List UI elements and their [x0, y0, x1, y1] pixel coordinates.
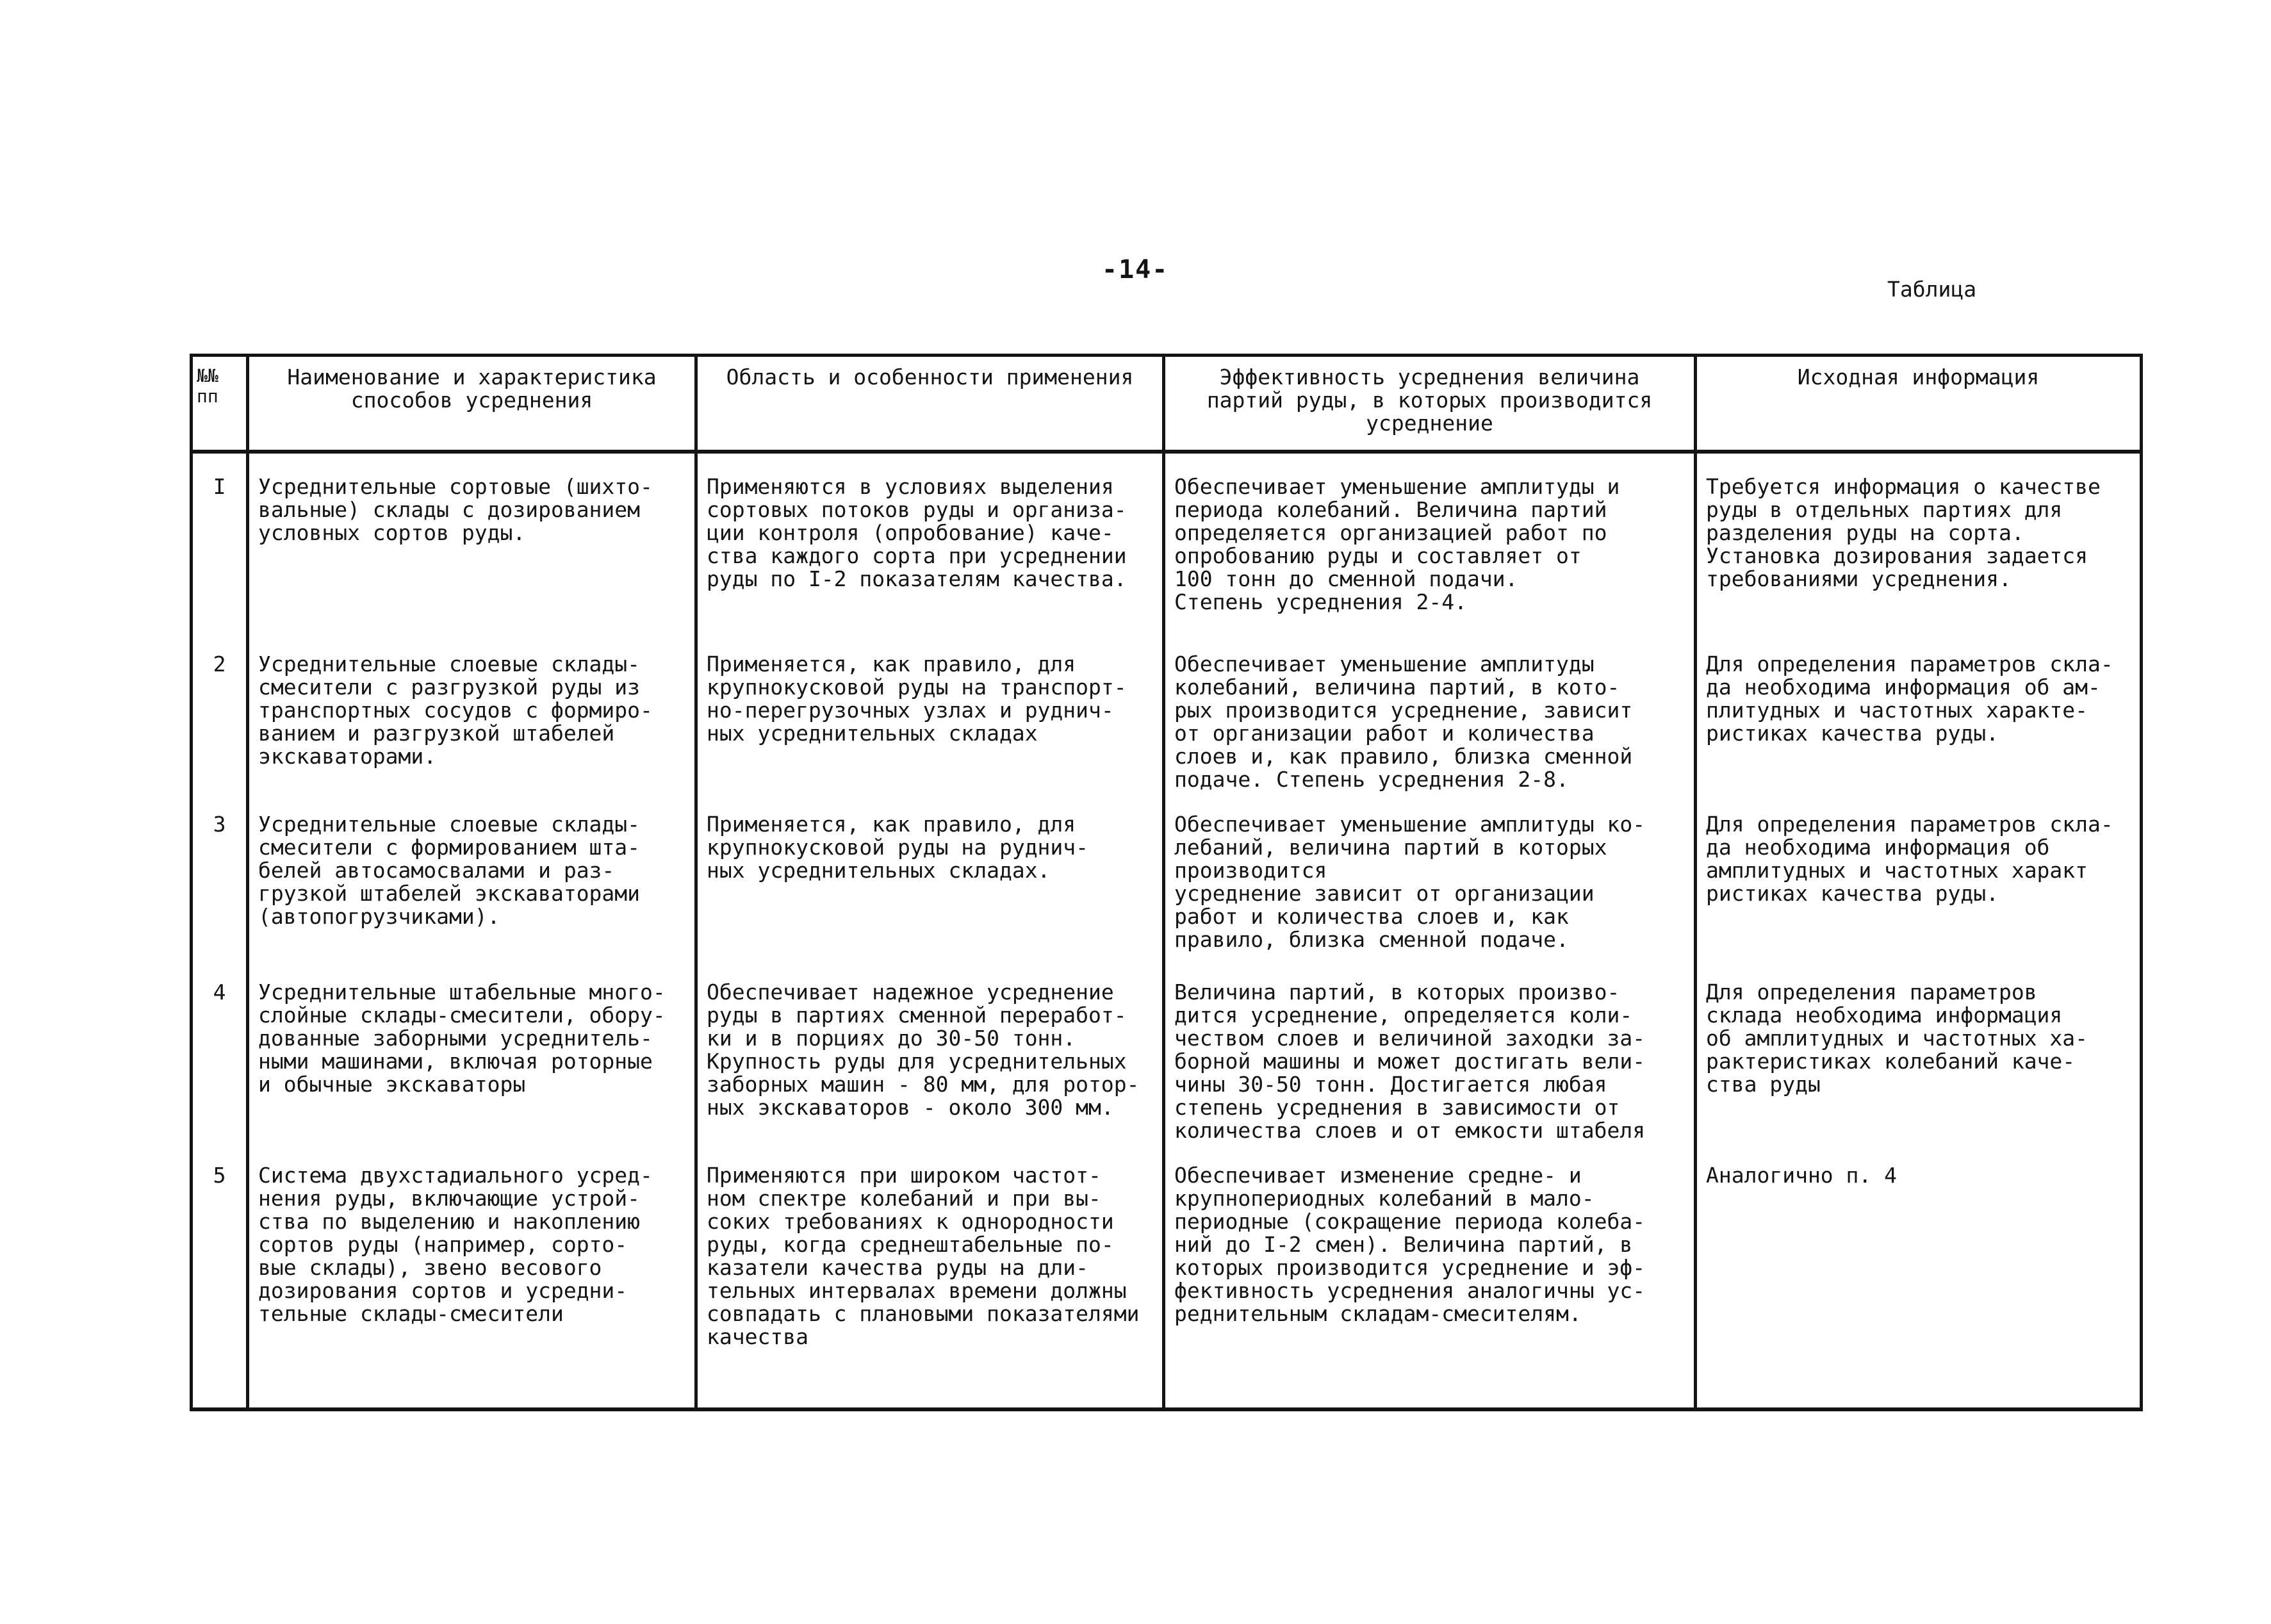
source-info-cell: Для определения параметров скла- да необходима информация об ам- плитудных и частотных характе- ристиках качества руды.	[1696, 631, 2142, 791]
header-efficiency: Эффективность усреднения величина партий руды, в которых производится усреднение	[1164, 356, 1696, 452]
header-application-area: Область и особенности применения	[696, 356, 1164, 452]
table-row	[192, 791, 2142, 959]
row-number: 4	[192, 959, 248, 1142]
source-info-cell: Для определения параметров скла- да необходима информация об амплитудных и частотных характ ристиках качества руды.	[1696, 791, 2142, 959]
source-info-cell: Требуется информация о качестве руды в отдельных партиях для разделения руды на сорта. Установка дозирования задается требованиями усреднения.	[1696, 452, 2142, 631]
method-cell: Система двухстадиального усред- нения руды, включающие устрой- ства по выделению и накоплению сортов руды (например, сорто- вые склады), звено весового дозирования сортов и усредни- тельные склады-смесители	[248, 1142, 696, 1409]
row-number: 2	[192, 631, 248, 791]
header-method-name: Наименование и характеристика способов усреднения	[248, 356, 696, 452]
efficiency-cell: Обеспечивает уменьшение амплитуды и периода колебаний. Величина партий определяется организацией работ по опробованию руды и составляет от 100 тонн до сменной подачи. Степень усреднения 2-4.	[1164, 452, 1696, 631]
row-number: 3	[192, 791, 248, 959]
application-cell: Применяются в условиях выделения сортовых потоков руды и организа- ции контроля (опробование) каче- ства каждого сорта при усреднении руды по I-2 показателям качества.	[696, 452, 1164, 631]
source-info-cell: Для определения параметров склада необходима информация об амплитудных и частотных ха- рактеристиках колебаний каче- ства руды	[1696, 959, 2142, 1142]
table-row	[192, 452, 2142, 631]
efficiency-cell: Величина партий, в которых произво- дится усреднение, определяется коли- чеством слоев и величиной заходки за- борной машины и может достигать вели- чины 30-50 тонн. Достигается любая степень усреднения в зависимости от количества слоев и от емкости штабеля	[1164, 959, 1696, 1142]
header-number: №№ пп	[192, 356, 248, 452]
methods-table	[190, 354, 2143, 1411]
table-row	[192, 1142, 2142, 1409]
header-source-info: Исходная информация	[1696, 356, 2142, 452]
table-caption: Таблица	[1887, 277, 1977, 302]
method-cell: Усреднительные штабельные много- слойные склады-смесители, обору- дованные заборными усреднитель- ными машинами, включая роторные и обычные экскаваторы	[248, 959, 696, 1142]
method-cell: Усреднительные слоевые склады- смесители с формированием шта- белей автосамосвалами и раз- грузкой штабелей экскаваторами (автопогрузчиками).	[248, 791, 696, 959]
source-info-cell: Аналогично п. 4	[1696, 1142, 2142, 1409]
row-number: I	[192, 452, 248, 631]
application-cell: Применяются при широком частот- ном спектре колебаний и при вы- соких требованиях к однородности руды, когда среднештабельные по- казатели качества руды на дли- тельных интервалах времени должны совпадать с плановыми показателями качества	[696, 1142, 1164, 1409]
method-cell: Усреднительные слоевые склады- смесители с разгрузкой руды из транспортных сосудов с формиро- ванием и разгрузкой штабелей экскаваторами.	[248, 631, 696, 791]
efficiency-cell: Обеспечивает уменьшение амплитуды колебаний, величина партий, в кото- рых производится усреднение, зависит от организации работ и количества слоев и, как правило, близка сменной подаче. Степень усреднения 2-8.	[1164, 631, 1696, 791]
application-cell: Обеспечивает надежное усреднение руды в партиях сменной переработ- ки и в порциях до 30-50 тонн. Крупность руды для усреднительных заборных машин - 80 мм, для ротор- ных экскаваторов - около 300 мм.	[696, 959, 1164, 1142]
application-cell: Применяется, как правило, для крупнокусковой руды на транспорт- но-перегрузочных узлах и руднич- ных усреднительных складах	[696, 631, 1164, 791]
efficiency-cell: Обеспечивает изменение средне- и крупнопериодных колебаний в мало- периодные (сокращение периода колеба- ний до I-2 смен). Величина партий, в которых производится усреднение и эф- фективность усреднения аналогичны ус- реднительным складам-смесителям.	[1164, 1142, 1696, 1409]
table-row	[192, 959, 2142, 1142]
table-header-row	[192, 356, 2142, 452]
page-number: -14-	[1102, 255, 1169, 284]
method-cell: Усреднительные сортовые (шихто- вальные) склады с дозированием условных сортов руды.	[248, 452, 696, 631]
row-number: 5	[192, 1142, 248, 1409]
application-cell: Применяется, как правило, для крупнокусковой руды на руднич- ных усреднительных складах.	[696, 791, 1164, 959]
table-row	[192, 631, 2142, 791]
efficiency-cell: Обеспечивает уменьшение амплитуды ко- лебаний, величина партий в которых производится усреднение зависит от организации работ и количества слоев и, как правило, близка сменной подаче.	[1164, 791, 1696, 959]
